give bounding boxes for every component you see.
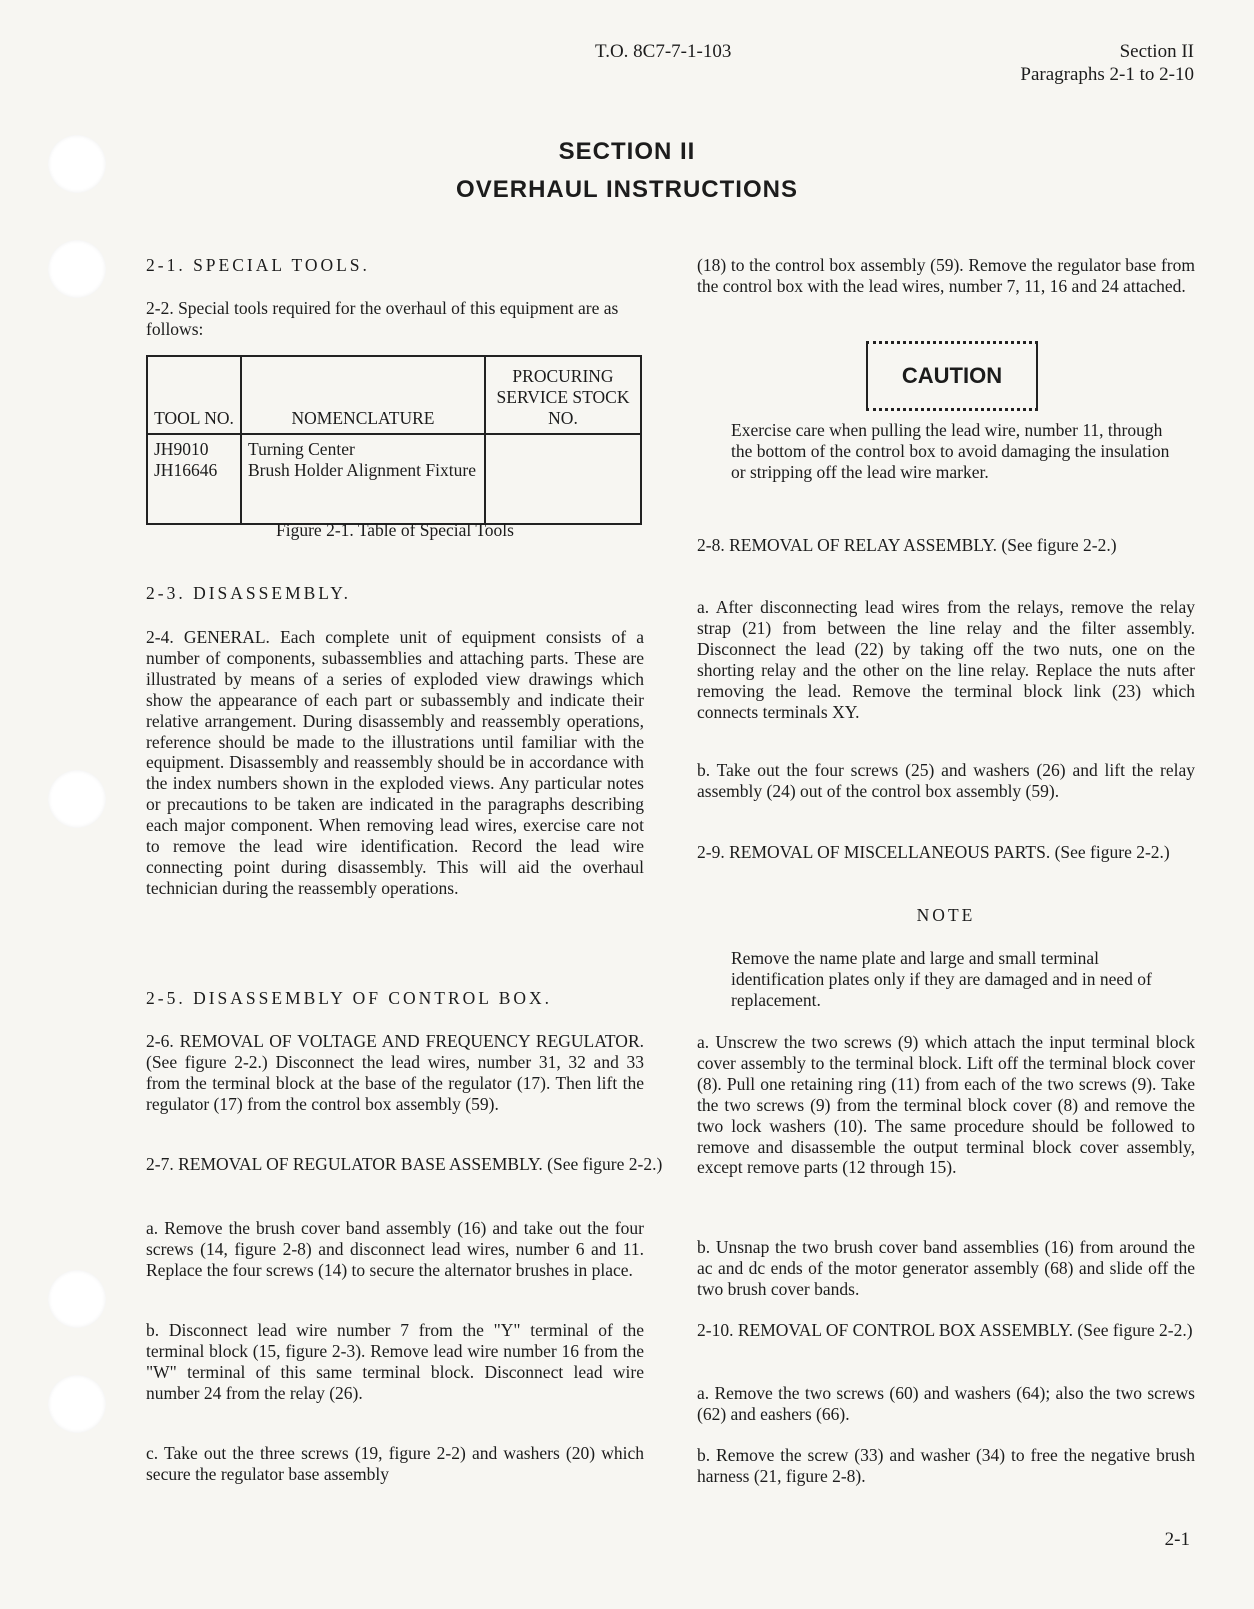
- para-2-8a: a. After disconnecting lead wires from the relays, remove the relay strap (21) from between the line relay and the filter assembly. Disconnect the lead (22) by taking off the two nuts, one on the shorting relay and the other on the line relay. Replace the nuts after removing the lead. Remove the terminal block link (23) which connects terminals XY.: [697, 597, 1195, 722]
- table-cell-stock-no: [485, 434, 641, 524]
- section-label: Section II: [1119, 41, 1194, 62]
- para-2-7b: b. Disconnect lead wire number 7 from the "Y" terminal of the terminal block (15, figure 2-3). Remove lead wire number 16 from the "W" terminal of this same terminal block. Disconnect lead wire number 24 from the relay (26).: [146, 1320, 644, 1403]
- table-cell-nomenclature: [241, 434, 485, 524]
- para-2-3: 2-3. DISASSEMBLY.: [146, 583, 351, 603]
- para-2-8: 2-8. REMOVAL OF RELAY ASSEMBLY. (See figure 2-2.): [697, 535, 1117, 555]
- para-2-10b: b. Remove the screw (33) and washer (34) to free the negative brush harness (21, figure 2-8).: [697, 1445, 1195, 1486]
- para-2-9: 2-9. REMOVAL OF MISCELLANEOUS PARTS. (See figure 2-2.): [697, 842, 1170, 862]
- para-2-9b: b. Unsnap the two brush cover band assemblies (16) from around the ac and dc ends of the motor generator assembly (68) and slide off the two brush cover bands.: [697, 1237, 1195, 1299]
- para-2-7-continued: (18) to the control box assembly (59). Remove the regulator base from the control box with the lead wires, number 7, 11, 16 and 24 attached.: [697, 255, 1195, 296]
- para-2-7: 2-7. REMOVAL OF REGULATOR BASE ASSEMBLY. (See figure 2-2.): [146, 1154, 663, 1174]
- punch-hole: [48, 1375, 106, 1433]
- para-2-9a: a. Unscrew the two screws (9) which attach the input terminal block cover assembly to the terminal block. Lift off the terminal block cover (8). Pull one retaining ring (11) from each of the two screws (9). Take the two screws (9) from the terminal block cover (8) and remove the two lock washers (10). The same procedure should be followed to remove and disassemble the output terminal block cover assembly, except remove parts (12 through 15).: [697, 1032, 1195, 1178]
- section-subtitle: OVERHAUL INSTRUCTIONS: [456, 176, 798, 203]
- table-cell-tool-no: [147, 434, 241, 524]
- doc-number: T.O. 8C7-7-1-103: [595, 41, 732, 62]
- special-tools-table: [146, 355, 642, 525]
- note-label: NOTE: [916, 905, 976, 925]
- section-title: SECTION II: [558, 138, 696, 165]
- para-2-2: 2-2. Special tools required for the overhaul of this equipment are as follows:: [146, 298, 619, 339]
- paragraph-range: Paragraphs 2-1 to 2-10: [1020, 64, 1194, 85]
- tool-no: JH9010: [154, 439, 209, 459]
- nomenclature: Brush Holder Alignment Fixture: [248, 460, 476, 480]
- para-2-7c: c. Take out the three screws (19, figure 2-2) and washers (20) which secure the regulator base assembly: [146, 1443, 644, 1484]
- punch-hole: [48, 770, 106, 828]
- para-2-4: 2-4. GENERAL. Each complete unit of equipment consists of a number of components, subassemblies and attaching parts. These are illustrated by means of a series of exploded view drawings which show the appearance of each part or subassembly and indicate their relative arrangement. During disassembly and reassembly operations, reference should be made to the illustrations until familiar with the equipment. Disassembly and reassembly should be in accordance with the index numbers shown in the exploded views. Any particular notes or precautions to be taken are indicated in the paragraphs describing each major component. When removing lead wires, exercise care not to remove the lead wire identification. Record the lead wire connecting point during disassembly. This will aid the overhaul technician during the reassembly operations.: [146, 627, 644, 898]
- para-2-8b: b. Take out the four screws (25) and washers (26) and lift the relay assembly (24) out of the control box assembly (59).: [697, 760, 1195, 801]
- punch-hole: [48, 240, 106, 298]
- note-text: Remove the name plate and large and small terminal identification plates only if they are damaged and in need of replacement.: [731, 948, 1152, 1010]
- para-2-6: 2-6. REMOVAL OF VOLTAGE AND FREQUENCY REGULATOR. (See figure 2-2.) Disconnect the lead wires, number 31, 32 and 33 from the terminal block at the base of the regulator (17). Then lift the regulator (17) from the control box assembly (59).: [146, 1031, 644, 1114]
- table-header-stock-no: PROCURING SERVICE STOCK NO.: [485, 356, 641, 434]
- nomenclature: Turning Center: [248, 439, 355, 459]
- para-2-10: 2-10. REMOVAL OF CONTROL BOX ASSEMBLY. (See figure 2-2.): [697, 1320, 1193, 1340]
- para-2-10a: a. Remove the two screws (60) and washers (64); also the two screws (62) and eashers (66).: [697, 1383, 1195, 1424]
- figure-caption: Figure 2-1. Table of Special Tools: [276, 520, 514, 540]
- page-number: 2-1: [1164, 1529, 1190, 1550]
- caution-box: CAUTION: [866, 341, 1038, 411]
- caution-text: Exercise care when pulling the lead wire, number 11, through the bottom of the control box to avoid damaging the insulation or stripping off the lead wire marker.: [731, 420, 1170, 482]
- tool-no: JH16646: [154, 460, 218, 480]
- para-2-5: 2-5. DISASSEMBLY OF CONTROL BOX.: [146, 988, 553, 1008]
- para-2-1: 2-1. SPECIAL TOOLS.: [146, 255, 370, 275]
- table-header-tool-no: TOOL NO.: [147, 356, 241, 434]
- section-info: [1020, 40, 1194, 86]
- punch-hole: [48, 1270, 106, 1328]
- table-header-nomenclature: NOMENCLATURE: [241, 356, 485, 434]
- para-2-7a: a. Remove the brush cover band assembly (16) and take out the four screws (14, figure 2-8) and disconnect lead wires, number 6 and 11. Replace the four screws (14) to secure the alternator brushes in place.: [146, 1218, 644, 1280]
